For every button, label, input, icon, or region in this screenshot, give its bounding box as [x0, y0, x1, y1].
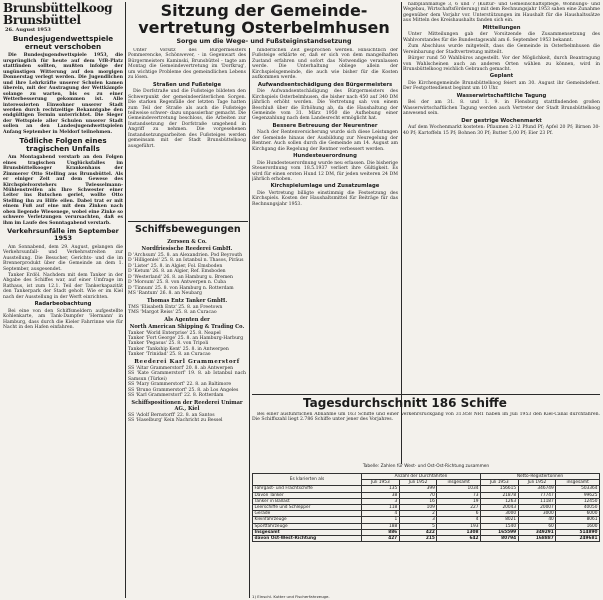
- company-agents: Als Agenten der: [164, 316, 210, 323]
- company-zerssen: Zerssen & Co.: [167, 239, 207, 245]
- table-cell: 346749: [518, 486, 556, 492]
- table-subheader: Juli 1953: [480, 480, 518, 486]
- table-cell: 99625: [556, 492, 600, 498]
- table-cell: 165599: [480, 529, 518, 535]
- headline-jugendwettspiele: Bundesjugendwettspiele erneut verschoben: [12, 34, 114, 52]
- table-cell: 8061: [556, 517, 600, 523]
- table-cell: 188: [362, 523, 400, 529]
- section-hundesteuer: Hundesteuerordnung: [293, 153, 357, 160]
- table-cell: 6000: [556, 511, 600, 517]
- table-row-label: Davon Tanker: [253, 492, 362, 498]
- table-cell: 193: [437, 523, 481, 529]
- article-column-2: [128, 48, 246, 220]
- ship-entry: D 'Ketum' 26. 8. an Algier, Ref. Emsboden: [128, 269, 226, 275]
- table-cell: 70: [399, 492, 437, 498]
- article-strassen: Die Dorfstraße und die Fußsteige bildeten den Schwerpunkt der gemeindeeräterlichen Sorgen. Die starken Regenfälle der letzten Tage hatten zum Teil der Straße als auch die Fußsteige teilweise schwer- dazu unpassierbar gemacht. Die Gemeindevertretung beschloss, die Arbeiten zur Instandsetzung der Dorfstraße umgehend in Angriff zu nehmen. Die vorgesehenen Instandsetzungsarbeiten des Fußsteiges werden gemeinsam mit der Stadt Brunsbüttelkoog ausgeführt.: [128, 89, 246, 149]
- article-verkehr: Am Sonnabend, dem 29. August, gelangen die Verkehrsunfall- und Verkehrsstreiten zur Ausstellung. Die Besucher, Gerichts- und die im Brennerprodukt über die Gemeinde an dem 1. September, ausgesendet.: [3, 244, 123, 272]
- article-subtitle: Sorge um die Wege- und Fußsteiginstandsetzung: [176, 38, 352, 45]
- ship-entry: D 'Tinnum' 25. 8. von Hamburg n. Rotterdam: [128, 285, 234, 291]
- table-cell: 38: [362, 492, 400, 498]
- table-cell: 1308: [437, 529, 481, 535]
- article-fusssteige: hinderlichen Zeit gesprochen werden. Hinsichtlich der Fußsteige erklärte er, daß er sich von dem mangelhaften Zustand erfahren und sofort das Notwendige veranlassen werde. Die Unterhaltung obliege allein der Kirchspielsgemeinde, die auch wie bisher für die Kosten aufkommen werde.: [252, 48, 398, 81]
- ship-entry: Tanker 'Trinidad' 25. 8. an Curacao: [128, 352, 211, 358]
- article-tanker: Tanker Erdöl. Nachdem mit dem Tanker in der Abgabe des Schiffes war, auf einer Umfrage im Rathaus, ist zum 12.1. Teil der Tankerkapazität den Tankerpark der Stadt geholt. Wie er im Kiel nach der Ausstellung in der Werft einrichten.: [3, 273, 123, 300]
- table-body: [253, 486, 600, 542]
- table-row-label: Insgesamt: [253, 529, 362, 535]
- table-subheader: Juli 1953: [362, 480, 400, 486]
- table-cell: 349291: [518, 529, 556, 535]
- ship-entry: MS 'Rantum' 26. 8. an Neubarg: [128, 291, 202, 297]
- ships-header: Schiffsbewegungen: [135, 224, 241, 235]
- table-cell: 20043: [480, 505, 518, 511]
- table-head-row: [253, 474, 600, 480]
- section-strassen: Straßen und Fußsteige: [152, 81, 222, 88]
- table-footnote: 1) Einschl. Kutter und Fischerfahrzeuge.: [252, 594, 330, 599]
- table-cell: 73: [437, 492, 481, 498]
- article-umlage: Die Vertretung billigte einstimmig die Festsetzung des Kirchspiels. Kosten der Haushaltsmittel für Beiträge für das Rechnungsjahr 1953.: [252, 190, 398, 207]
- table-cell: 168887: [518, 536, 556, 542]
- article-intro: Unter Vorsitz des Bürgermeisters Pommerencke, Schönwever, - in Gegenwart des Bürgermeisters Kaminski, Brunsbüttel - tagte am Montag die Gemeindevertretung im 'Dorfkrug', um wichtige Probleme des gemeindlichen Lebens zu lösen.: [128, 48, 246, 81]
- table-cell: 12450: [556, 498, 600, 504]
- article-title-line1: Sitzung der Gemeinde-: [160, 1, 368, 20]
- section-geplant: Geplant: [489, 73, 514, 80]
- table-subheader: Juli 1952: [399, 480, 437, 486]
- ships-column: [128, 238, 246, 596]
- section-umlage: Kirchspielumlage und Zusatzumlage: [270, 183, 380, 190]
- ship-entry: D 'Morsum' 25. 8. von Antwerpen n. Cuba: [128, 280, 226, 286]
- table-caption: Tabelle: Zahlen für West- und Ost-Ost-Richtung zusammen: [362, 464, 490, 469]
- company-entz: Thomas Entz Tanker GmbH.: [146, 297, 228, 304]
- table-header: Anzahl der Durchfahrten: [362, 474, 481, 480]
- ship-entry: SS 'Bruno Grammerstorf' 25. 8. ab Los Angeles: [128, 387, 239, 393]
- ship-entry: Tanker 'Tankship Kent' 25. 8. in Antwerpen: [128, 346, 229, 352]
- ship-entry: Tanker 'World Enterprise' 25. 8. Neapel: [128, 330, 221, 336]
- table-cell: 21878: [480, 492, 518, 498]
- table-row-label: Fahrgast- und Frachtschiffe: [253, 486, 362, 492]
- article-hundesteuer: Die Hundesteuerordnung wurde neu erlassen. Die bisherige Steuerordnung vom 18.5.1937 verliert ihre Gültigkeit. Es wird für einen ersten Hund 12 DM, für jeden weiteren 24 DM jährlich erhoben.: [252, 160, 398, 182]
- canal-statistics-table: [252, 473, 600, 542]
- table-cell: 4: [362, 511, 400, 517]
- section-rule: [128, 221, 248, 222]
- table-cell: 19: [437, 498, 481, 504]
- table-cell: 503364: [556, 486, 600, 492]
- canal-intro-text: Bei einer ausführlichen Abnahme um 163 Schiffe und einer Verkehrsrückgang von 31.858 NRT haben im Juli 1953 den Kiel-Canal durchfahren. Die Schiffszahl liegt 2.786 Schiffe unter jener des Vorjahres.: [252, 412, 600, 423]
- section-wochenmarkt: Der gestrige Wochenmarkt: [461, 117, 542, 124]
- headline-unfall: Tödliche Folgen eines tragischen Unfalls: [19, 136, 107, 154]
- company-unimar: Schiffspositionen der Reederei Unimar AG., Kiel: [131, 399, 243, 412]
- ship-entry: SS 'Karl Grammerstorf' 22. 8. Rotterdam: [128, 393, 224, 399]
- company-north-american: North American Shipping & Trading Co.: [129, 323, 245, 330]
- article-radar: Bei eine von den Schiffsmeldern aufgestellte Kohlenkarte, am Tank-Dampfer 'Hermann' in Hamburg, dass durch die Kieler Fahrrinne wie für Nacht in den Hafen einfahren.: [3, 308, 123, 331]
- ship-entry: TMS 'Elisabeth Entz' 25. 8. an Freetown: [128, 304, 223, 310]
- article-title: [128, 2, 400, 36]
- table-cell: 40050: [556, 505, 600, 511]
- table-cell: 80794: [480, 536, 518, 542]
- table-cell: 1034: [437, 486, 481, 492]
- table-row-label: Leerschiffe und Schlepper: [253, 505, 362, 511]
- ship-entry: D 'Westerland' 26. 8. an Hamburg u. Bremen: [128, 274, 233, 280]
- table-cell: 642: [437, 536, 481, 542]
- canal-headline: Tagesdurchschnitt 186 Schiffe: [303, 396, 507, 410]
- table-cell: 2: [399, 511, 437, 517]
- article-wochenmarkt: Auf dem Wochenmarkt kosteten: Pflaumen 2-12 Pfund Pf; Apfel 20 Pf; Birnen 30-40 Pf; Kartoffeln 15 Pf; Bohnen 30 Pf; Butter 5,00 Pf; Eier 23 Pf.: [403, 125, 600, 136]
- article-title-line2: vertretung Osterbelmhusen: [138, 18, 390, 37]
- ships-list-1: [128, 253, 246, 297]
- ship-entry: SS 'Altar Grammerstorf' 20. 8. ab Antwerpen: [128, 365, 234, 371]
- ship-entry: D 'Archsum' 25. 8. an Alexandrien. Pod Beyrouth: [128, 253, 243, 258]
- table-row-label: Tanker in Ballast: [253, 498, 362, 504]
- article-mitteilungen-2: Zum Abschluss wurde mitgeteilt, dass die Gemeinde in Osterbelmhusen die Vereinbarung der Stadtvertretung mitteilt.: [403, 44, 600, 55]
- table-cell: 8021: [480, 517, 518, 523]
- ship-entry: SS 'Kate Grammerstorf' 19. 8. ab Istanbul nach Samsun (Türkei): [128, 371, 246, 382]
- table-cell: 4: [437, 517, 481, 523]
- column-rule: [249, 48, 250, 598]
- table-cell: 3000: [480, 511, 518, 517]
- table-cell: 135: [362, 486, 400, 492]
- table-cell: 77747: [518, 492, 556, 498]
- table-cell: 11187: [518, 498, 556, 504]
- table-cell: 1: [362, 517, 400, 523]
- ship-entry: D 'Hilligenlei' 25. 8. an Istanbul n. Thasos, Piräus: [128, 258, 244, 264]
- table-subheader: insgesamt: [437, 480, 481, 486]
- article-jugendwettspiele: Die Bundesjugendwettspiele 1953, die ursprünglich für heute auf dem VfB-Platz stattfinden sollten, mußten infolge der ungünstigen Witterung auf den morgigen Donnerstag verlegt werden. Die Jugendlichen und ihre Lehrkräfte unserer Schulen kamen überein, mit der Austragung der Wettkämpfe solange zu warten, bis es zu einer Wetterbesserung gekommen ist. Alle interessierten Einwohner unserer Stadt werden durch rechtzeitige Bekanntgabe den endgültigen Termin unterrichtet. Die Sieger der Wettspiele aller Schulen unserer Stadt sollen an den Landesjugendwettspielen Anfang September in Meldorf teilnehmen.: [3, 53, 123, 135]
- company-zerssen-sub: Nordfriesische Reederei GmbH.: [141, 246, 233, 252]
- table-cell: 5: [399, 523, 437, 529]
- ship-entry: Tanker 'Fort George' 25. 8. an Hamburg-Harburg: [128, 335, 244, 341]
- masthead-line2: Brunsbüttel: [3, 13, 81, 27]
- table-cell: 3: [362, 498, 400, 504]
- section-wasser: Wasserwirtschaftliche Tagung: [456, 92, 547, 99]
- table-cell: 6: [437, 511, 481, 517]
- section-aufwand: Aufwandsentschädigung des Bürgermeisters: [257, 81, 393, 88]
- article-mitteilungen: Unter Mitteilungen gab der Vorsitzende die Zusammensetzung des Wahlvorstandes für die Bundestagswahl am 6. September 1953 bekannt.: [403, 32, 600, 43]
- column-rule: [401, 2, 402, 464]
- headline-verkehr: Verkehrsunfälle im September 1953: [7, 227, 119, 243]
- ship-entry: TMS 'Margot Reiss' 25. 8. an Curacao: [128, 310, 217, 316]
- table-cell: 3: [399, 517, 437, 523]
- section-neurentner: Bessere Betreuung der Neurentner: [272, 122, 378, 129]
- masthead-line1: Brunsbüttelkoog: [3, 2, 113, 15]
- table-row-label: Sportfahrzeuge: [253, 523, 362, 529]
- table-cell: 215: [399, 536, 437, 542]
- table-cell: 399: [399, 486, 437, 492]
- table-cell: 60: [518, 523, 556, 529]
- article-wasser: Bei der am 31. 8. und 1. 9. in Flensburg stattfindenden großen Wasserwirtschaftlichen Tagung werden auch Vertreter der Stadt Brunsbüttelkoog anwesend sein.: [403, 100, 600, 117]
- article-aufwand: Die Aufwandsentschädigung des Bürgermeisters des Kirchspiels Osterbelmhusen, die bisher nach 450 auf 340 DM jährlich erhöht worden. Die Vertretung sah von einem Beschluß über die Erhöhung ab, da die Haushaltung der Gemeinde vom 31. März 1950 die Aufhebung einer Gegenzahlung nach dem Landesrecht ermöglicht hat.: [252, 89, 398, 122]
- article-neurentner: Nach der Rentenversicherung wurde sich diese Leistungen der Gemeinde hinaus der Ausbildung zur Neuregelung der Rentner. Auch sollen durch die Gemeinde am 14. August am Kirchgang die Regelung der Rentner verbessert werden.: [252, 130, 398, 152]
- article-wahl: Bürger rund 50 Wahlbüros angestellt. Vor der Möglichkeit, durch Beantragung von Wahlscheinen auch an anderen Orten wählen zu können, wird in Brunsbüttelkoog reichlich Gebrauch gemacht.: [403, 56, 600, 72]
- table-row-label: davon Ost-West-Richtung: [253, 536, 362, 542]
- headline-radar: Radarbeobachtung: [34, 301, 92, 308]
- table-cell: 249681: [556, 536, 600, 542]
- table-row-label: Kleinfahrzeuge: [253, 517, 362, 523]
- ship-entry: SS 'Mary Grammerstorf' 22. 8. an Baltimore: [128, 382, 232, 388]
- article-haushalt: halbplanmäßige 3, 6 und 7 (Kultur- und Gemeinschaftspflege, Wohnungs- und Wegebau, Wirtschaftsförderung) mit dem Rechnungsjahr 1953 sahen eine Zunahme gegenüber dem Vorjahr vor. Unterstützungen im Haushalt für die Haushaltssätze aus Mitteln des Kreishaushalts fanden sich ein.: [403, 2, 600, 24]
- ship-entry: SS 'Haselburg' Kein Nachricht zu Bessel: [128, 417, 223, 423]
- table-cell: 156615: [480, 486, 518, 492]
- table-header: Netto-Registertonnen: [480, 474, 599, 480]
- table-cell: 422: [399, 529, 437, 535]
- table-cell: 227: [437, 505, 481, 511]
- article-column-3: [252, 48, 398, 436]
- ship-entry: Tanker 'Pegasus' 25. 8. von Tripoli: [128, 341, 209, 347]
- table-cell: 40: [518, 517, 556, 523]
- canal-intro: [252, 412, 600, 462]
- article-unfall: Am Montagabend verstarb an den Folgen eines tragischen Unglücksfalles im Brunsbüttelkooger Krankenhaus der Zimmerer Otto Stelling aus Brunsbüttel. Als er einiger Zeit auf dem Gewese des Kirchspielvorstehers Twiesselmann-Mühlenstreifen als Ihre Schwester einer Leiter ins Rutschen geriet, wollte Otto Stelling ihn zu Hilfe eilen. Dabei trat er mit einem Fuß auf eine mit dem Zinken nach oben liegende Wiesenege, wobei eine Zinke so schwere Verletzungen verursachten, daß es ihm im Laufe des Sonntagabend verstarb.: [3, 155, 123, 226]
- table-cell: 1600: [556, 523, 600, 529]
- newspaper-page: [3, 2, 600, 598]
- table-row: [253, 505, 600, 511]
- table-cell: 427: [362, 536, 400, 542]
- ship-entry: SS 'Adolf Bernstorff' 22. 8. an Santos: [128, 412, 215, 418]
- table-cell: 886: [362, 529, 400, 535]
- section-mitteilungen: Mitteilungen: [482, 24, 521, 31]
- table-header: Es klarierten als: [253, 474, 362, 486]
- table-row: [253, 486, 600, 492]
- column-rule: [125, 2, 126, 598]
- article-column-4: [403, 2, 600, 390]
- table-row-label: Gerade: [253, 511, 362, 517]
- table-cell: 118: [362, 505, 400, 511]
- table-subheader: Juli 1952: [518, 480, 556, 486]
- table-cell: 1263: [480, 498, 518, 504]
- article-geplant: Die Kirchengemeinde Brunsbüttelkoog feiert am 30. August ihr Gemeindefest. Der Festgottesdienst beginnt um 10 Uhr.: [403, 80, 600, 92]
- table-cell: 3000: [518, 511, 556, 517]
- table-subheader: insgesamt: [556, 480, 600, 486]
- table-row: [253, 536, 600, 542]
- table-cell: 1540: [480, 523, 518, 529]
- local-news-column: [3, 2, 123, 598]
- ship-entry: D 'Lister' 25. 8. in Algier, Fol. Emsboden: [128, 263, 223, 269]
- dateline: 26. August 1953: [5, 27, 51, 33]
- company-grammerstorf: Reederei Karl Grammerstorf: [134, 358, 240, 365]
- table-cell: 109: [399, 505, 437, 511]
- table-cell: 16: [399, 498, 437, 504]
- table-cell: 514890: [556, 529, 600, 535]
- masthead-logo: [3, 2, 123, 26]
- section-rule: [252, 394, 600, 395]
- table-cell: 20007: [518, 505, 556, 511]
